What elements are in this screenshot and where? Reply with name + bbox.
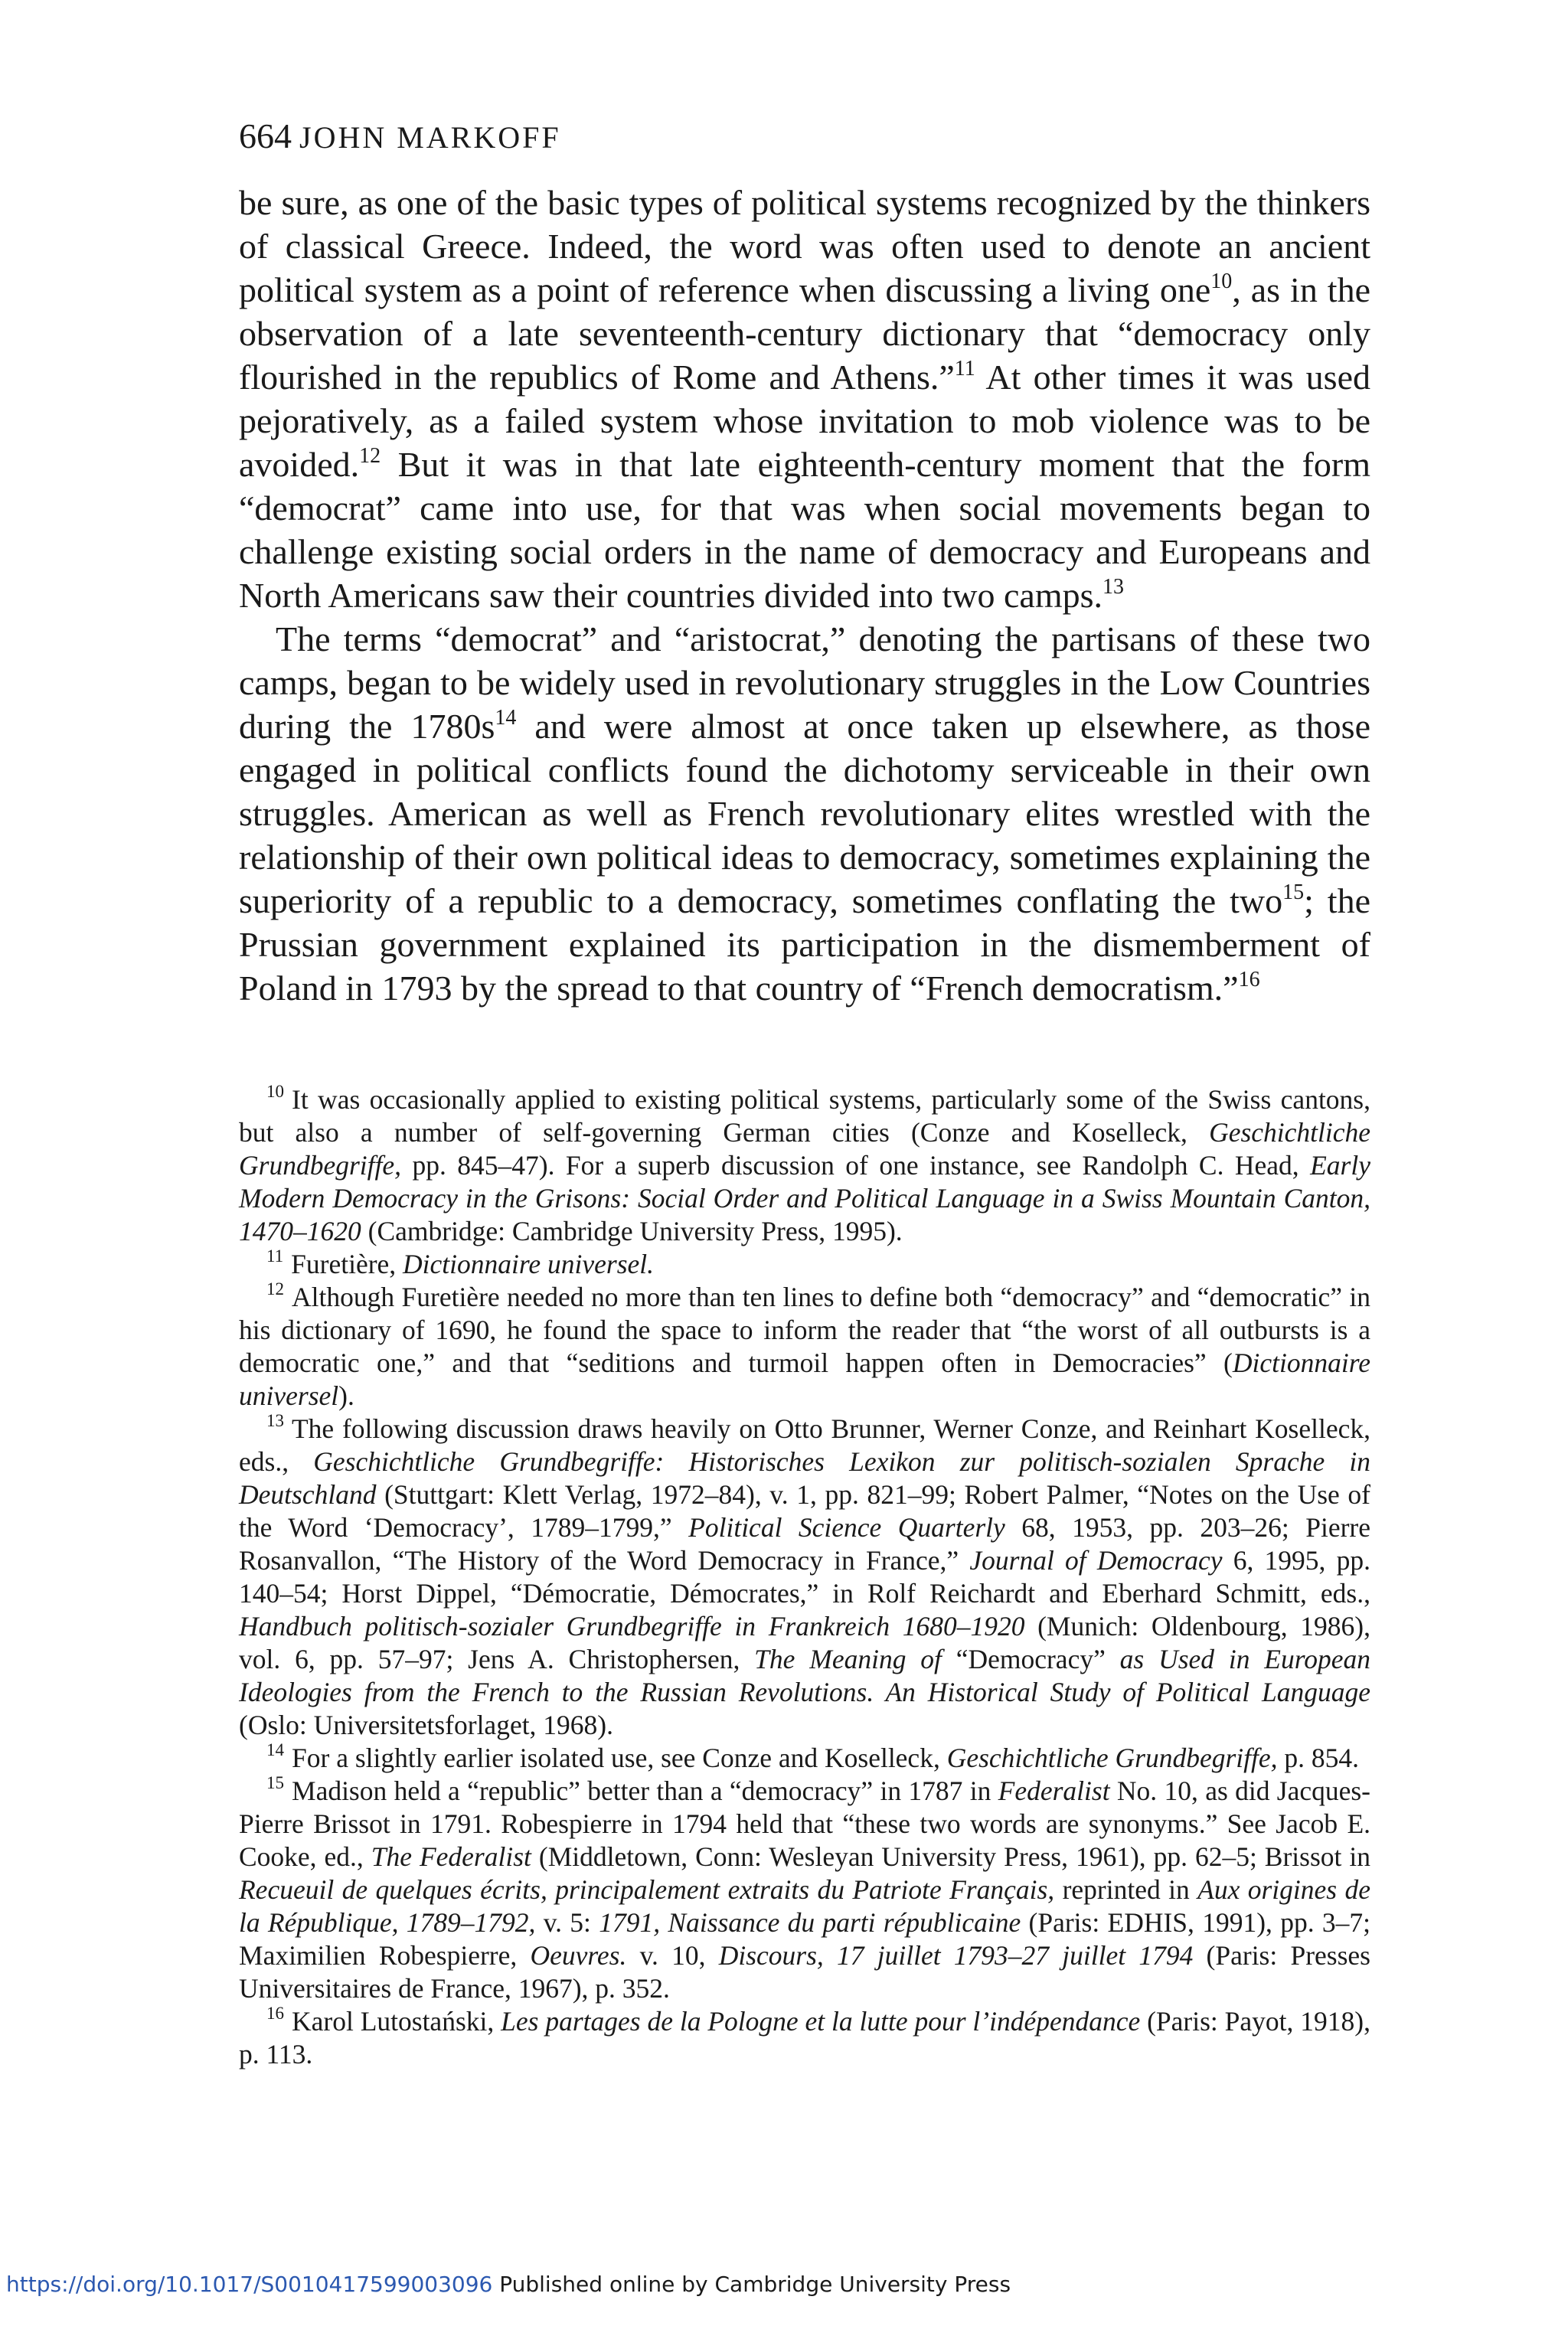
text-run: “Democracy” xyxy=(956,1644,1106,1674)
text-run: Although Furetière needed no more than ten lines to define both “democracy” and “democratic” in his dictionary of 1690, he found the space to inform the reader that “the worst of all outbursts is a democratic one,” and that “seditions and turmoil happen often in Democracies” ( xyxy=(239,1282,1370,1378)
footnote-ref-15[interactable]: 15 xyxy=(1282,880,1305,904)
italic-title: Aux origines de la République, 1789–1792, xyxy=(239,1874,1371,1938)
italic-title: 1791, Naissance du parti républicaine xyxy=(599,1907,1021,1938)
running-head-author: JOHN MARKOFF xyxy=(299,120,561,155)
running-head xyxy=(239,115,1370,159)
footnote-11 xyxy=(239,1248,1370,1281)
italic-title: Early Modern Democracy in the Grisons: Social Order and Political Language in a Swiss Mountain Canton, 1470–1620 xyxy=(239,1150,1370,1246)
footnote-ref-11[interactable]: 11 xyxy=(954,356,975,381)
italic-title: Handbuch politisch-sozialer Grundbegriffe in Frankreich 1680–1920 xyxy=(239,1611,1025,1642)
text-run: v. 10, xyxy=(626,1940,719,1971)
text-run: be sure, as one of the basic types of political systems recognized by the thinkers of classical Greece. Indeed, the word was often used to denote an ancient political system as a point of reference when discussing a living one xyxy=(239,183,1370,309)
footnote-14 xyxy=(239,1742,1370,1775)
footnote-16 xyxy=(239,2005,1370,2071)
text-run: (Paris: EDHIS, 1991), pp. 3–7; Maximilien Robespierre, xyxy=(239,1907,1370,1971)
italic-title: Dictionnaire universel. xyxy=(403,1249,655,1279)
text-run: (Paris: Presses Universitaires de France, 1967), p. 352. xyxy=(239,1940,1370,2004)
italic-title: Geschichtliche Grundbegriffe, xyxy=(946,1743,1278,1773)
italic-title: The Federalist xyxy=(371,1841,531,1872)
italic-title: Oeuvres. xyxy=(530,1940,627,1971)
italic-title: Les partages de la Pologne et la lutte pour l’indépendance xyxy=(501,2006,1141,2037)
text-run: ). xyxy=(338,1380,354,1411)
text-run: and were almost at once taken up elsewhere, as those engaged in political conflicts found the dichotomy serviceable in their own struggles. American as well as French revolutionary elites wrestled with the relationship of their own political ideas to democracy, sometimes explaining the superiority of a republic to a democracy, sometimes conflating the two xyxy=(239,707,1370,920)
text-run: 6, 1995, pp. 140–54; Horst Dippel, “Démocratie, Démocrates,” in Rolf Reichardt and Eberhard Schmitt, eds., xyxy=(239,1545,1371,1609)
footnote-ref-16[interactable]: 16 xyxy=(1238,967,1260,991)
text-run: 68, 1953, pp. 203–26; Pierre Rosanvallon, “The History of the Word Democracy in France,” xyxy=(239,1512,1370,1576)
footnote-ref-14[interactable]: 14 xyxy=(495,705,517,730)
text-run: No. 10, as did Jacques-Pierre Brissot in 1791. Robespierre in 1794 held that “these two words are synonyms.” See Jacob E. Cooke, ed., xyxy=(239,1775,1370,1872)
page-number: 664 xyxy=(239,116,292,155)
footnote-ref-12[interactable]: 12 xyxy=(359,443,381,468)
italic-title: Dictionnaire universel xyxy=(239,1348,1370,1411)
text-run: Madison held a “republic” better than a “democracy” in 1787 in xyxy=(292,1775,998,1806)
body-paragraph-2 xyxy=(239,617,1370,1010)
text-run: Karol Lutostański, xyxy=(292,2006,501,2037)
text-run: The terms “democrat” and “aristocrat,” denoting the partisans of these two camps, began to be widely used in revolutionary struggles in the Low Countries during the 1780s xyxy=(239,619,1370,746)
footnote-12 xyxy=(239,1281,1370,1413)
text-run: pp. 845–47). For a superb discussion of one instance, see Randolph C. Head, xyxy=(401,1150,1311,1181)
text-run: At other times it was used pejoratively, as a failed system whose invitation to mob violence was to be avoided. xyxy=(239,358,1370,484)
italic-title: Recueuil de quelques écrits, principalement extraits du Patriote Français, xyxy=(239,1874,1055,1905)
footnote-15 xyxy=(239,1775,1370,2005)
italic-title: Political Science Quarterly xyxy=(688,1512,1005,1543)
italic-title: Geschichtliche Grundbegriffe: Historisches Lexikon zur politisch-sozialen Sprache in Deutschland xyxy=(239,1446,1370,1510)
text-run: (Middletown, Conn: Wesleyan University Press, 1961), pp. 62–5; Brissot in xyxy=(531,1841,1370,1872)
text-run: The following discussion draws heavily on Otto Brunner, Werner Conze, and Reinhart Koselleck, eds., xyxy=(239,1413,1370,1477)
text-run: (Oslo: Universitetsforlaget, 1968). xyxy=(239,1710,614,1740)
text-run: (Paris: Payot, 1918), p. 113. xyxy=(239,2006,1370,2069)
text-run: (Stuttgart: Klett Verlag, 1972–84), v. 1, pp. 821–99; Robert Palmer, “Notes on the Use of the Word ‘Democracy’, 1789–1799,” xyxy=(239,1479,1370,1543)
text-run: Furetière, xyxy=(291,1249,403,1279)
text-run: , as in the observation of a late seventeenth-century dictionary that “democracy only flourished in the republics of Rome and Athens.” xyxy=(239,270,1370,397)
text-run: reprinted in xyxy=(1054,1874,1198,1905)
text-run: v. 5: xyxy=(535,1907,599,1938)
footnote-number: 12 xyxy=(266,1279,284,1299)
italic-title: Discours, 17 juillet 1793–27 juillet 1794 xyxy=(718,1940,1194,1971)
footnote-number: 13 xyxy=(266,1411,284,1431)
doi-link[interactable]: https://doi.org/10.1017/S0010417599003096 xyxy=(6,2272,493,2297)
body-paragraph-1 xyxy=(239,181,1370,617)
published-notice: Published online by Cambridge University Press xyxy=(492,2272,1011,2297)
text-run: For a slightly earlier isolated use, see Conze and Koselleck, xyxy=(292,1743,947,1773)
footnote-number: 15 xyxy=(266,1773,284,1793)
page xyxy=(239,115,1370,2071)
text-run: p. 854. xyxy=(1277,1743,1360,1773)
footnote-number: 11 xyxy=(266,1246,284,1266)
footnote-10 xyxy=(239,1083,1370,1248)
footnote-ref-13[interactable]: 13 xyxy=(1102,574,1125,599)
footnote-number: 14 xyxy=(266,1740,284,1760)
italic-title: as Used in European Ideologies from the French to the Russian Revolutions. An Historical Study of Political Language xyxy=(239,1644,1370,1707)
text-run: (Cambridge: Cambridge University Press, 1995). xyxy=(361,1216,903,1246)
footnote-13 xyxy=(239,1413,1370,1742)
italic-title: Journal of Democracy xyxy=(969,1545,1223,1576)
text-run: ; the Prussian government explained its participation in the dismemberment of Poland in 1793 by the spread to that country of “French democratism.” xyxy=(239,881,1370,1008)
text-run: It was occasionally applied to existing political systems, particularly some of the Swiss cantons, but also a number of self-governing German cities (Conze and Koselleck, xyxy=(239,1084,1370,1148)
footnotes xyxy=(239,1083,1370,2071)
footnote-number: 16 xyxy=(266,2004,284,2024)
text-run: But it was in that late eighteenth-century moment that the form “democrat” came into use, for that was when social movements began to challenge existing social orders in the name of democracy and Europeans and North Americans saw their countries divided into two camps. xyxy=(239,445,1370,615)
italic-title: The Meaning of xyxy=(754,1644,956,1674)
italic-title: Geschichtliche Grundbegriffe, xyxy=(239,1117,1370,1181)
footnote-number: 10 xyxy=(266,1082,284,1102)
footnote-ref-10[interactable]: 10 xyxy=(1210,269,1233,293)
text-run: (Munich: Oldenbourg, 1986), vol. 6, pp. 57–97; Jens A. Christophersen, xyxy=(239,1611,1371,1674)
italic-title: Federalist xyxy=(998,1775,1110,1806)
page-footer xyxy=(6,2271,1011,2298)
